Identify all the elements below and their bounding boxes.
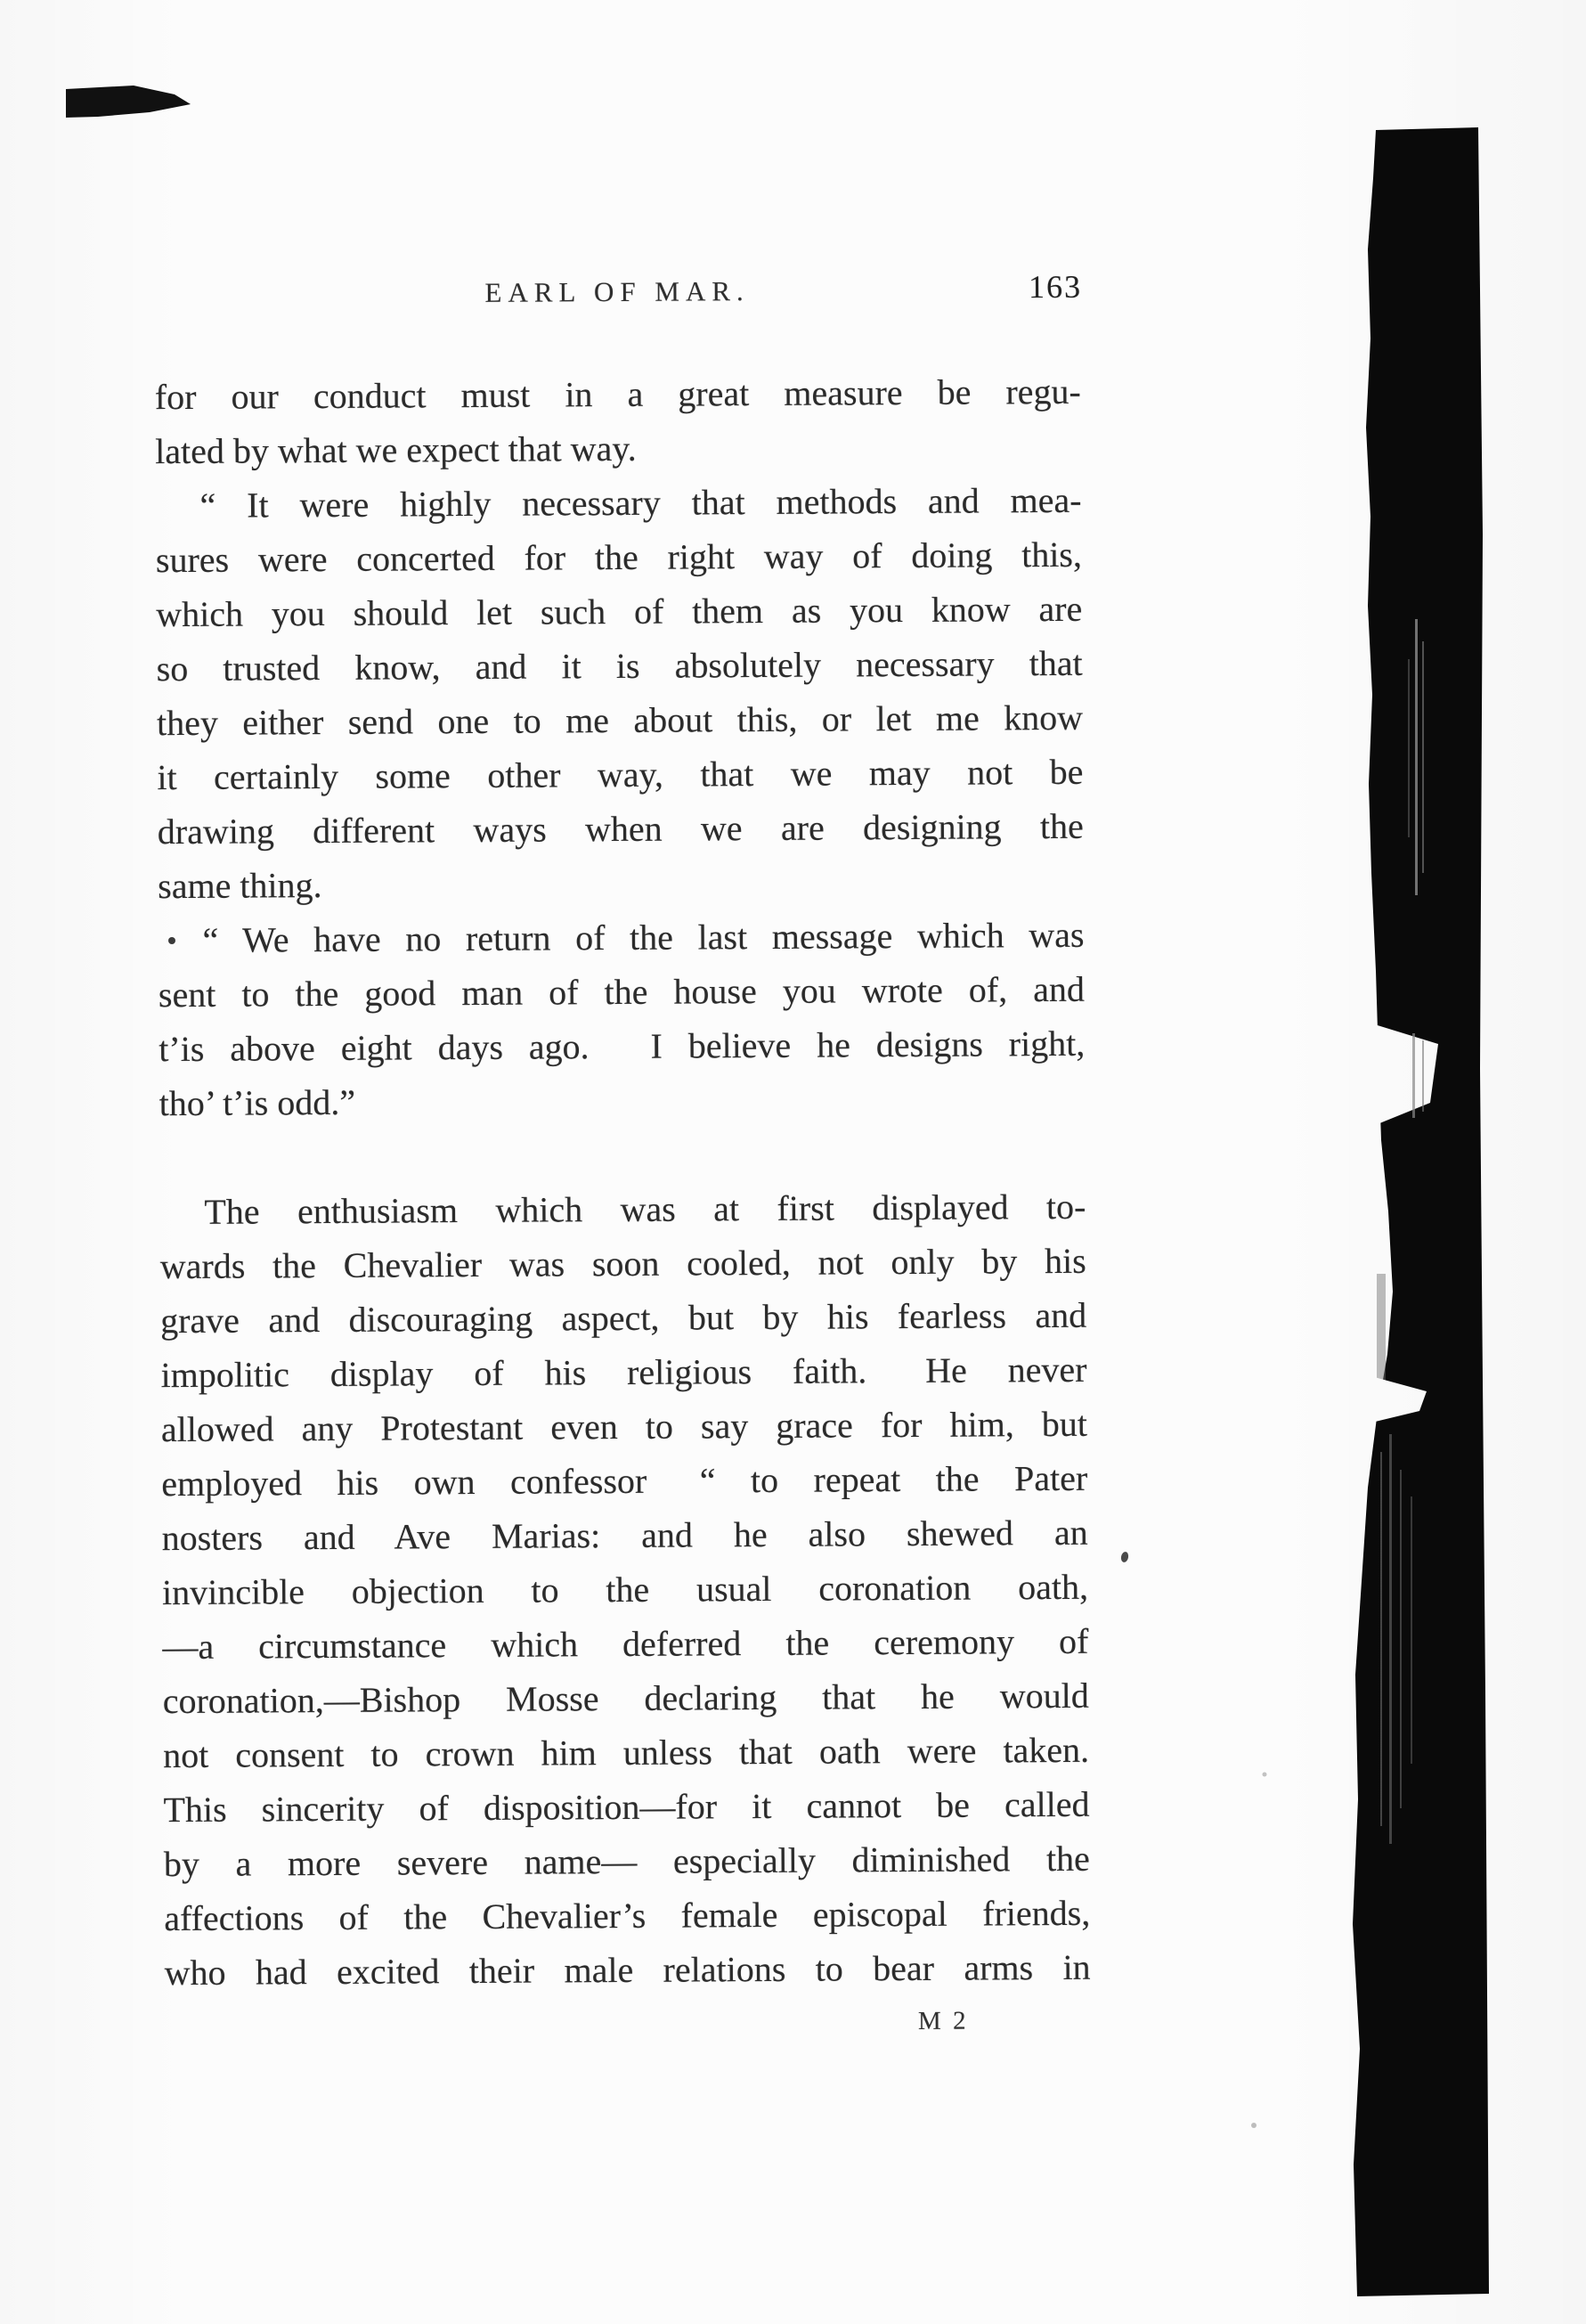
- paragraph: [155, 473, 1084, 913]
- text-line: it certainly some other way, that we may not be: [157, 751, 1084, 798]
- text-line: nosters and Ave Marias: and he also shewed an: [161, 1512, 1088, 1559]
- bar-streak: [1389, 1434, 1392, 1844]
- running-head: [154, 268, 1083, 322]
- bar-streak: [1400, 1470, 1402, 1808]
- bar-streak: [1422, 1040, 1424, 1112]
- text-line: This sincerity of disposition—for it cannot be called: [163, 1783, 1090, 1831]
- text-line: tho’ t’is odd.”: [159, 1081, 356, 1124]
- text-line: same thing.: [158, 865, 322, 907]
- text-line: drawing different ways when we are designing the: [157, 805, 1084, 852]
- bar-streak: [1411, 1496, 1412, 1764]
- page-number: 163: [1028, 268, 1083, 306]
- text-line: lated by what we expect that way.: [155, 428, 637, 472]
- text-line: grave and discouraging aspect, but by his fearless and: [160, 1294, 1087, 1341]
- ink-speck: [1120, 1551, 1129, 1562]
- text-line: “ It were highly necessary that methods and mea-: [199, 479, 1082, 526]
- text-line: for our conduct must in a great measure be regu-: [154, 371, 1081, 418]
- text-line: —a circumstance which deferred the ceremony of: [162, 1620, 1089, 1668]
- bar-white-notch: [1368, 1375, 1427, 1423]
- bar-streak: [1377, 1274, 1386, 1390]
- bar-streak: [1415, 619, 1418, 895]
- bar-streak: [1380, 1452, 1382, 1826]
- text-line: The enthusiasm which was at first displayed to-: [204, 1186, 1086, 1232]
- text-line: wards the Chevalier was soon cooled, not only by his: [159, 1240, 1086, 1287]
- text-line: sures were concerted for the right way of doing this,: [155, 534, 1083, 581]
- text-line: sent to the good man of the house you wrote of, and: [158, 968, 1086, 1015]
- page-body: [155, 364, 1091, 2000]
- text-line: coronation,—Bishop Mosse declaring that he would: [162, 1675, 1089, 1722]
- text-line: affections of the Chevalier’s female episcopal friends,: [164, 1892, 1091, 1939]
- text-line: who had excited their male relations to bear arms in: [164, 1946, 1091, 1994]
- text-block: [154, 268, 1091, 2051]
- scan-smudge-top-left: [66, 86, 191, 118]
- bar-streak: [1412, 1033, 1415, 1118]
- bar-white-notch: [1369, 1023, 1438, 1128]
- ink-speck: [1263, 1773, 1267, 1777]
- paragraph: [159, 1179, 1091, 2000]
- text-line: invincible objection to the usual coronation oath,: [161, 1566, 1089, 1613]
- text-line: allowed any Protestant even to say grace for him, but: [160, 1403, 1088, 1450]
- text-line: t’is above eight days ago. I believe he designs right,: [159, 1023, 1086, 1070]
- scan-artifact-bar: [1353, 127, 1489, 2296]
- bar-streak: [1422, 641, 1424, 873]
- text-line: employed his own confessor “ to repeat the Pater: [161, 1457, 1088, 1504]
- bar-streak: [1408, 659, 1410, 837]
- text-line: not consent to crown him unless that oath were taken.: [162, 1729, 1090, 1776]
- text-line: so trusted know, and it is absolutely necessary that: [156, 642, 1083, 689]
- printer-signature: M 2: [917, 2006, 969, 2035]
- paragraph: [158, 908, 1085, 1130]
- running-head-title: EARL OF MAR.: [484, 275, 750, 308]
- text-line: by a more severe name— especially diminished the: [163, 1838, 1090, 1885]
- text-line: which you should let such of them as you know are: [156, 588, 1083, 635]
- text-line: impolitic display of his religious faith. He never: [160, 1349, 1087, 1396]
- ink-speck: [1251, 2123, 1257, 2128]
- text-line: “ We have no return of the last message which was: [202, 914, 1085, 960]
- text-line: they either send one to me about this, or let me know: [156, 697, 1084, 744]
- paragraph: [155, 364, 1082, 478]
